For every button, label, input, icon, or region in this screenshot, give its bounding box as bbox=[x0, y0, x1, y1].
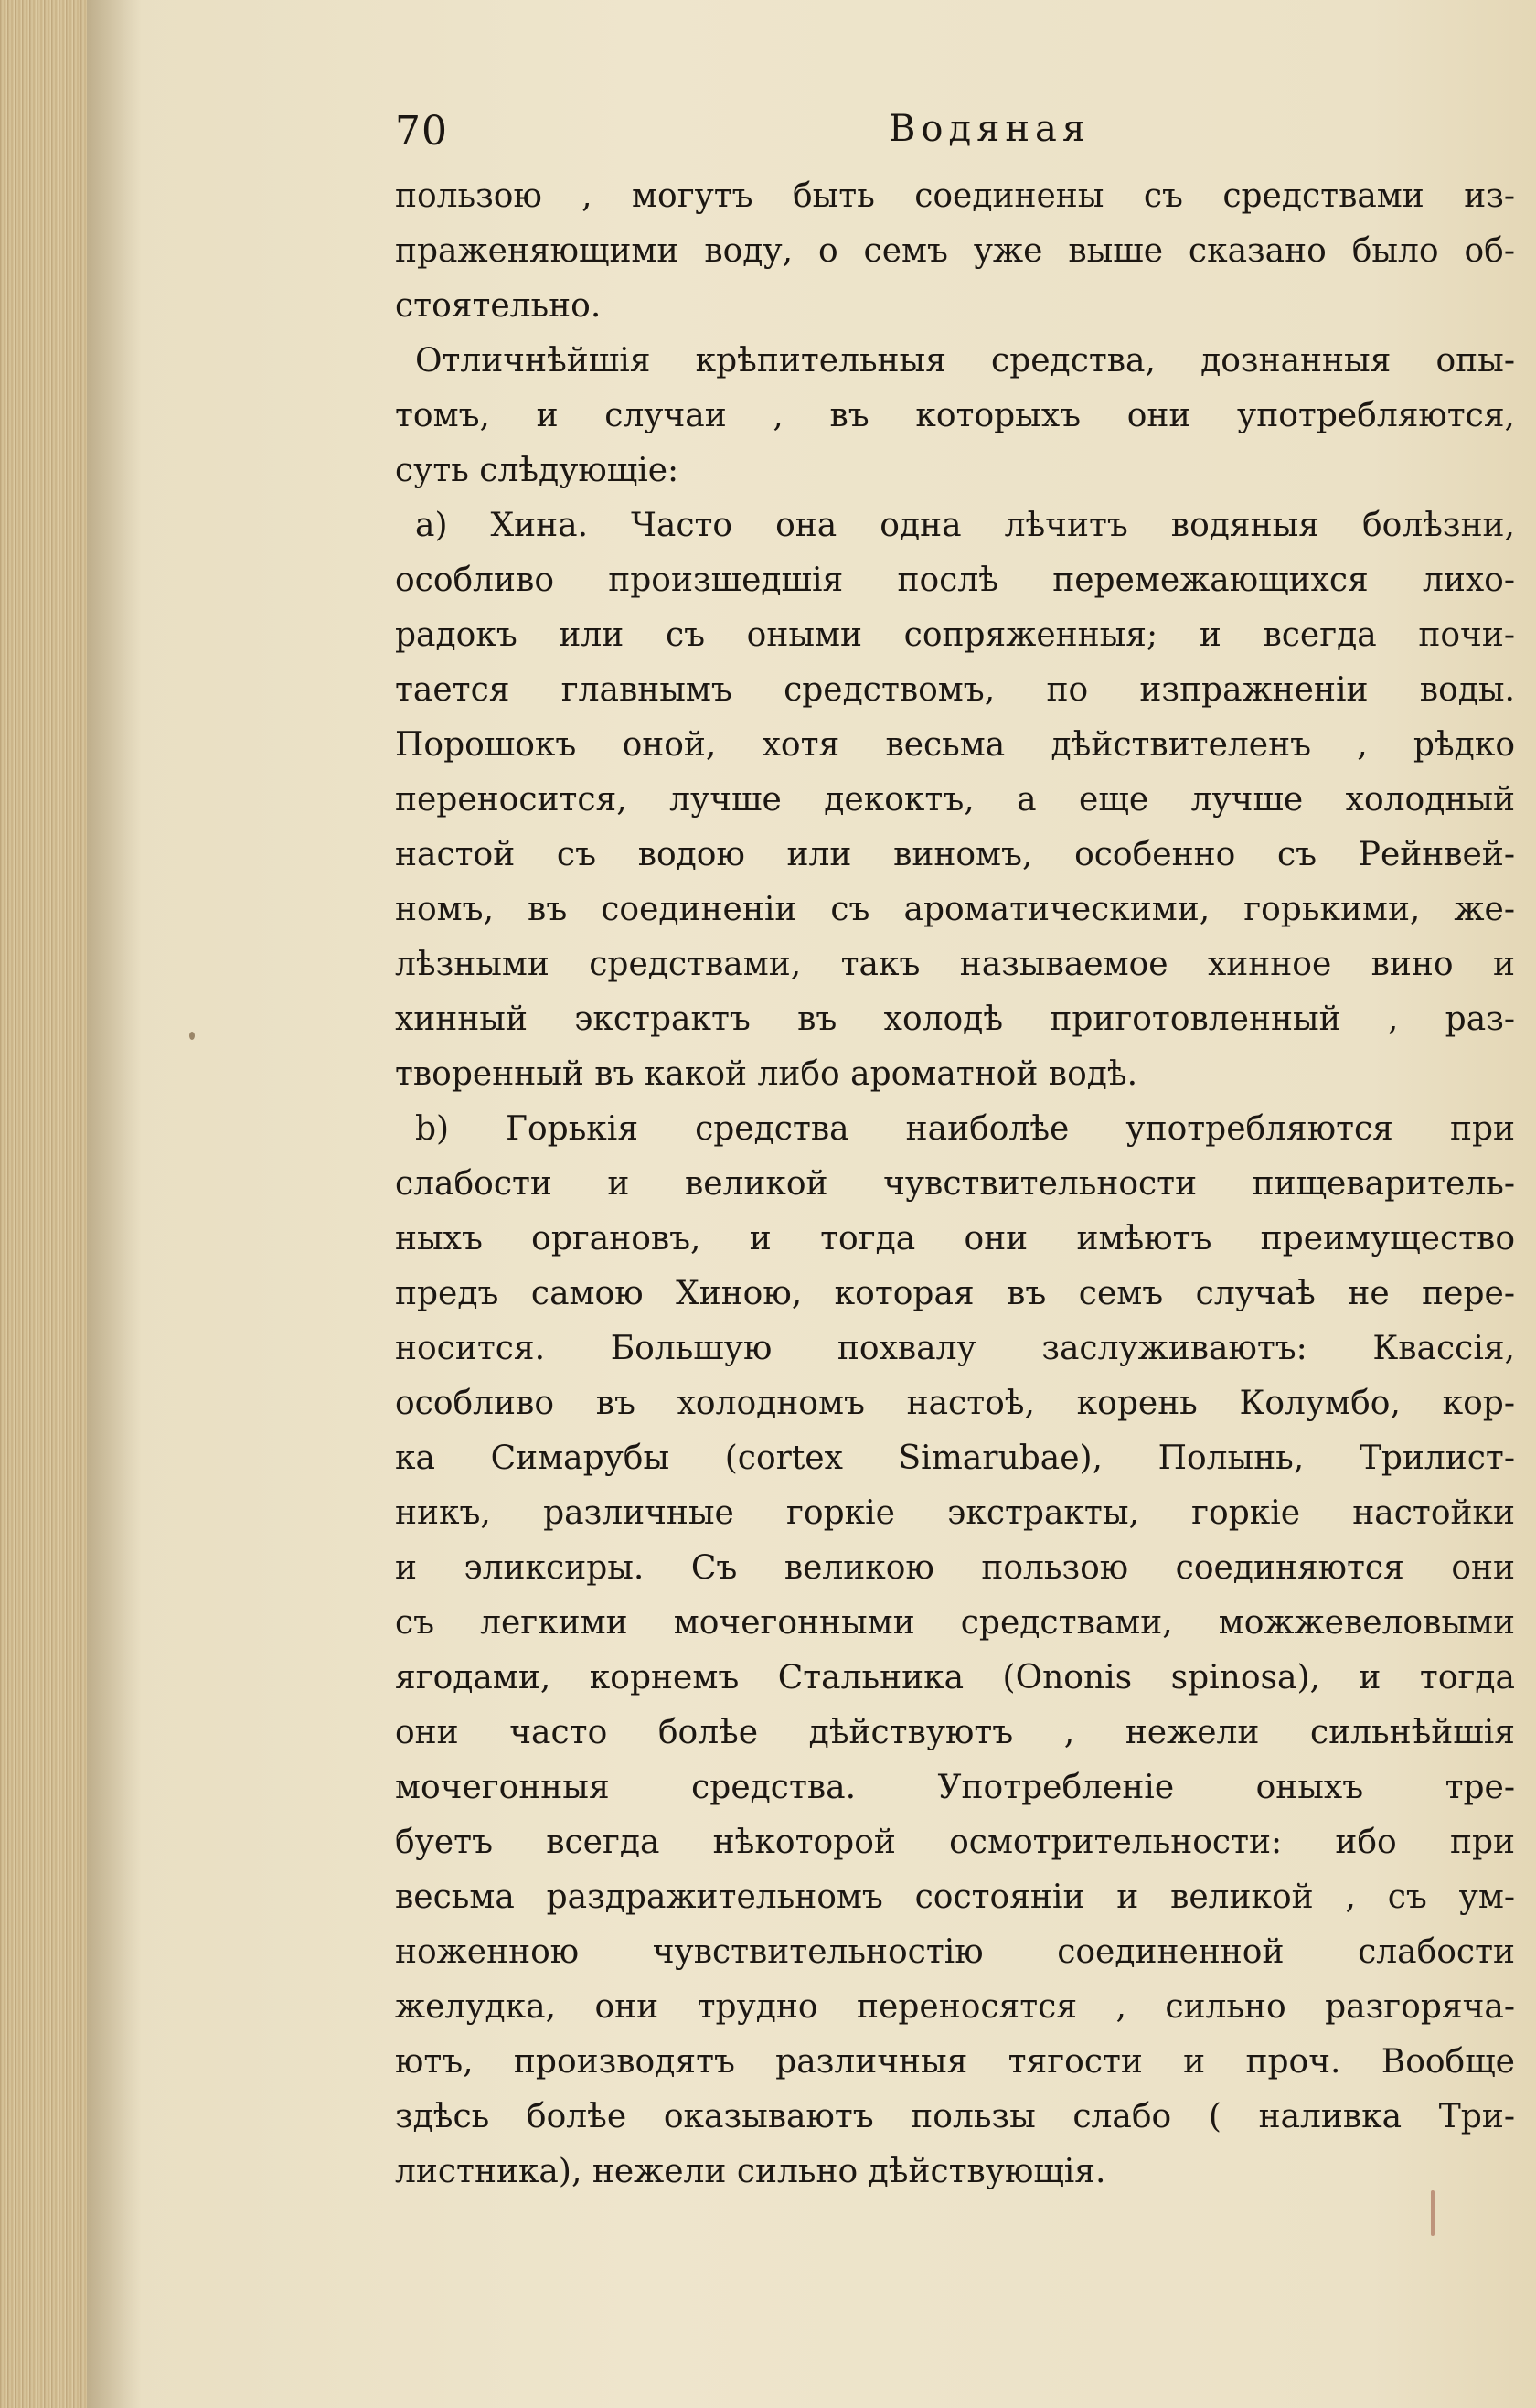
text-line: праженяющими воду, о семъ уже выше сказано было об- bbox=[395, 232, 1515, 270]
text-line: Отличнѣйшія крѣпительныя средства, дознанныя опы- bbox=[415, 342, 1515, 380]
text-line: листника), нежели сильно дѣйствующія. bbox=[395, 2153, 1106, 2190]
text-line: слабости и великой чувствительности пищеваритель- bbox=[395, 1165, 1515, 1203]
text-line: лѣзными средствами, такъ называемое хинное вино и bbox=[395, 946, 1515, 983]
text-line: и эликсиры. Съ великою пользою соединяются они bbox=[395, 1549, 1515, 1587]
text-line: желудка, они трудно переносятся , сильно разгоряча- bbox=[395, 1988, 1515, 2026]
page-number: 70 bbox=[395, 108, 448, 155]
ink-speck bbox=[1431, 2190, 1435, 2236]
text-line: переносится, лучше декоктъ, а еще лучше холодный bbox=[395, 781, 1515, 819]
text-line: a) Хина. Часто она одна лѣчитъ водяныя болѣзни, bbox=[415, 507, 1515, 544]
text-line: буетъ всегда нѣкоторой осмотрительности: ибо при bbox=[395, 1824, 1515, 1861]
text-line: радокъ или съ оными сопряженныя; и всегда почи- bbox=[395, 616, 1515, 654]
body-text bbox=[395, 169, 1515, 2199]
binding-shadow bbox=[87, 0, 142, 2408]
text-line: тается главнымъ средствомъ, по изпражненіи воды. bbox=[395, 671, 1515, 709]
text-line: носится. Большую похвалу заслуживаютъ: Квассія, bbox=[395, 1330, 1515, 1367]
text-line: творенный въ какой либо ароматной водѣ. bbox=[395, 1055, 1138, 1093]
running-title: Водяная bbox=[889, 108, 1092, 150]
text-line: номъ, въ соединеніи съ ароматическими, горькими, же- bbox=[395, 891, 1515, 928]
text-line: суть слѣдующіе: bbox=[395, 452, 679, 489]
text-line: стоятельно. bbox=[395, 287, 602, 325]
text-line: ягодами, корнемъ Стальника (Ononis spinosa), и тогда bbox=[395, 1659, 1515, 1696]
text-line: особливо произшедшія послѣ перемежающихся лихо- bbox=[395, 562, 1515, 599]
text-line: ютъ, производятъ различныя тягости и проч. Вообще bbox=[395, 2043, 1515, 2081]
text-line: мочегонныя средства. Употребленіе оныхъ тре- bbox=[395, 1769, 1515, 1806]
text-line: хинный экстрактъ въ холодѣ приготовленный , раз- bbox=[395, 1001, 1515, 1038]
text-line: томъ, и случаи , въ которыхъ они употребляются, bbox=[395, 397, 1515, 434]
page-header bbox=[395, 108, 1492, 172]
text-line: пользою , могутъ быть соединены съ средствами из- bbox=[395, 177, 1515, 215]
text-line: настой съ водою или виномъ, особенно съ Рейнвей- bbox=[395, 836, 1515, 873]
text-line: особливо въ холодномъ настоѣ, корень Колумбо, кор- bbox=[395, 1385, 1515, 1422]
text-line: никъ, различные горкіе экстракты, горкіе настойки bbox=[395, 1494, 1515, 1532]
text-line: ноженною чувствительностію соединенной слабости bbox=[395, 1933, 1515, 1971]
text-line: весьма раздражительномъ состояніи и великой , съ ум- bbox=[395, 1878, 1515, 1916]
text-line: Порошокъ оной, хотя весьма дѣйствителенъ , рѣдко bbox=[395, 726, 1515, 764]
text-line: предъ самою Хиною, которая въ семъ случаѣ не пере- bbox=[395, 1275, 1515, 1312]
text-line: съ легкими мочегонными средствами, можжевеловыми bbox=[395, 1604, 1515, 1642]
text-line: здѣсь болѣе оказываютъ пользы слабо ( наливка Три- bbox=[395, 2098, 1515, 2135]
page-edge bbox=[0, 0, 87, 2408]
text-line: они часто болѣе дѣйствуютъ , нежели сильнѣйшія bbox=[395, 1714, 1515, 1751]
text-line: ныхъ органовъ, и тогда они имѣютъ преимущество bbox=[395, 1220, 1515, 1258]
text-line: b) Горькія средства наиболѣе употребляются при bbox=[415, 1110, 1515, 1148]
ink-speck bbox=[189, 1032, 195, 1040]
text-line: ка Симарубы (cortex Simarubae), Полынь, Трилист- bbox=[395, 1439, 1515, 1477]
